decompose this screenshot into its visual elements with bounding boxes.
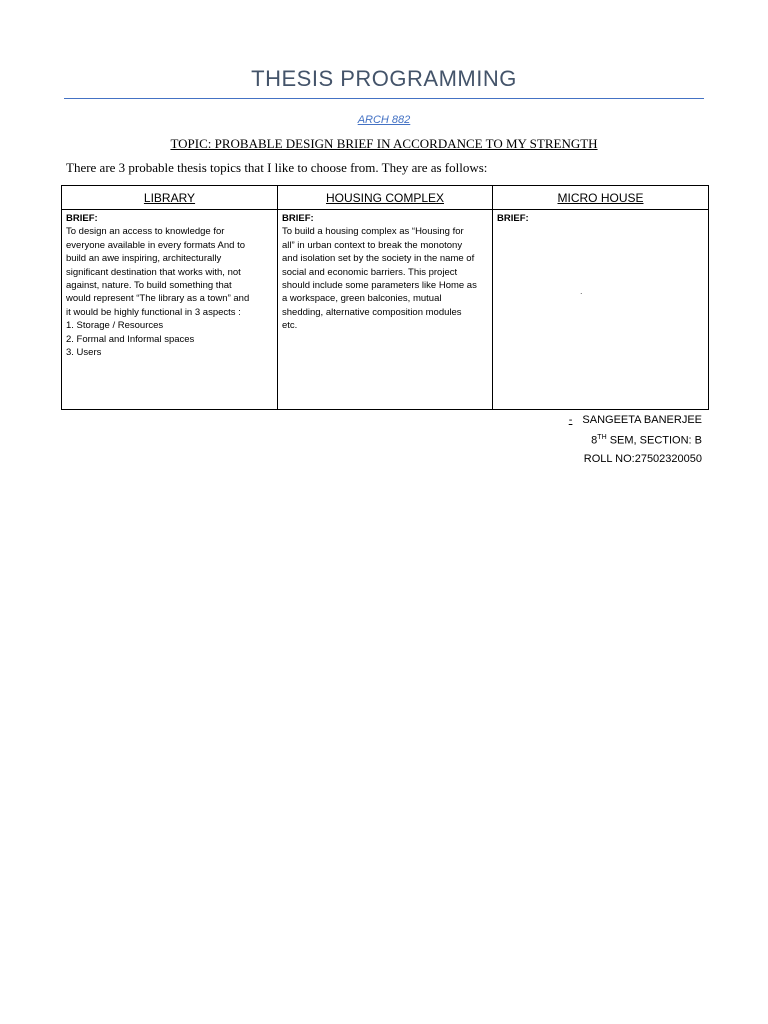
brief-label: BRIEF: (497, 213, 529, 224)
title-divider (64, 98, 704, 99)
brief-label: BRIEF: (282, 213, 314, 224)
housing-complex-brief-text: To build a housing complex as “Housing for all” in urban context to break the monotony and isolation set by the society in the name of social and economic barriers. This project should include some parameters like Home as a workspace, green balconies, mutual shedding, alternative composition modules etc. (282, 226, 477, 332)
library-brief-text: To design an access to knowledge for everyone available in every formats And to build an awe inspiring, architecturally significant destination that works with, not against, nature. To build something that would represent “The library as a town” and it would be highly functional in 3 aspects : 1. Storage / Resources 2. Formal and Informal spaces 3. Users (66, 226, 250, 359)
semester-number: 8 (591, 434, 598, 447)
brief-label: BRIEF: (66, 213, 98, 224)
signature-dash: - (568, 414, 573, 426)
table-header-row (62, 186, 709, 210)
housing-complex-brief-cell (278, 210, 493, 410)
micro-house-brief-cell (493, 210, 709, 410)
page-title: THESIS PROGRAMMING (251, 66, 517, 91)
roll-number: ROLL NO:27502320050 (583, 452, 702, 465)
table-row (62, 210, 709, 410)
semester-suffix: TH (597, 434, 607, 441)
semester-section-line (569, 429, 702, 450)
intro-paragraph: There are 3 probable thesis topics that I like to choose from. They are as follows: (66, 160, 488, 175)
column-header-library: LIBRARY (62, 186, 278, 210)
column-header-housing-complex: HOUSING COMPLEX (278, 186, 493, 210)
stray-dot-mark: . (580, 286, 583, 296)
author-name: SANGEETA BANERJEE (582, 414, 702, 426)
topic-heading: TOPIC: PROBABLE DESIGN BRIEF IN ACCORDANCE TO MY STRENGTH (170, 136, 598, 151)
column-header-micro-house: MICRO HOUSE (493, 186, 709, 210)
semester-section: SEM, SECTION: B (606, 434, 702, 447)
thesis-topics-table (61, 185, 709, 410)
library-brief-cell (62, 210, 278, 410)
author-signature-block (569, 411, 702, 468)
course-code-link[interactable]: ARCH 882 (357, 114, 411, 126)
author-name-line (569, 411, 702, 429)
